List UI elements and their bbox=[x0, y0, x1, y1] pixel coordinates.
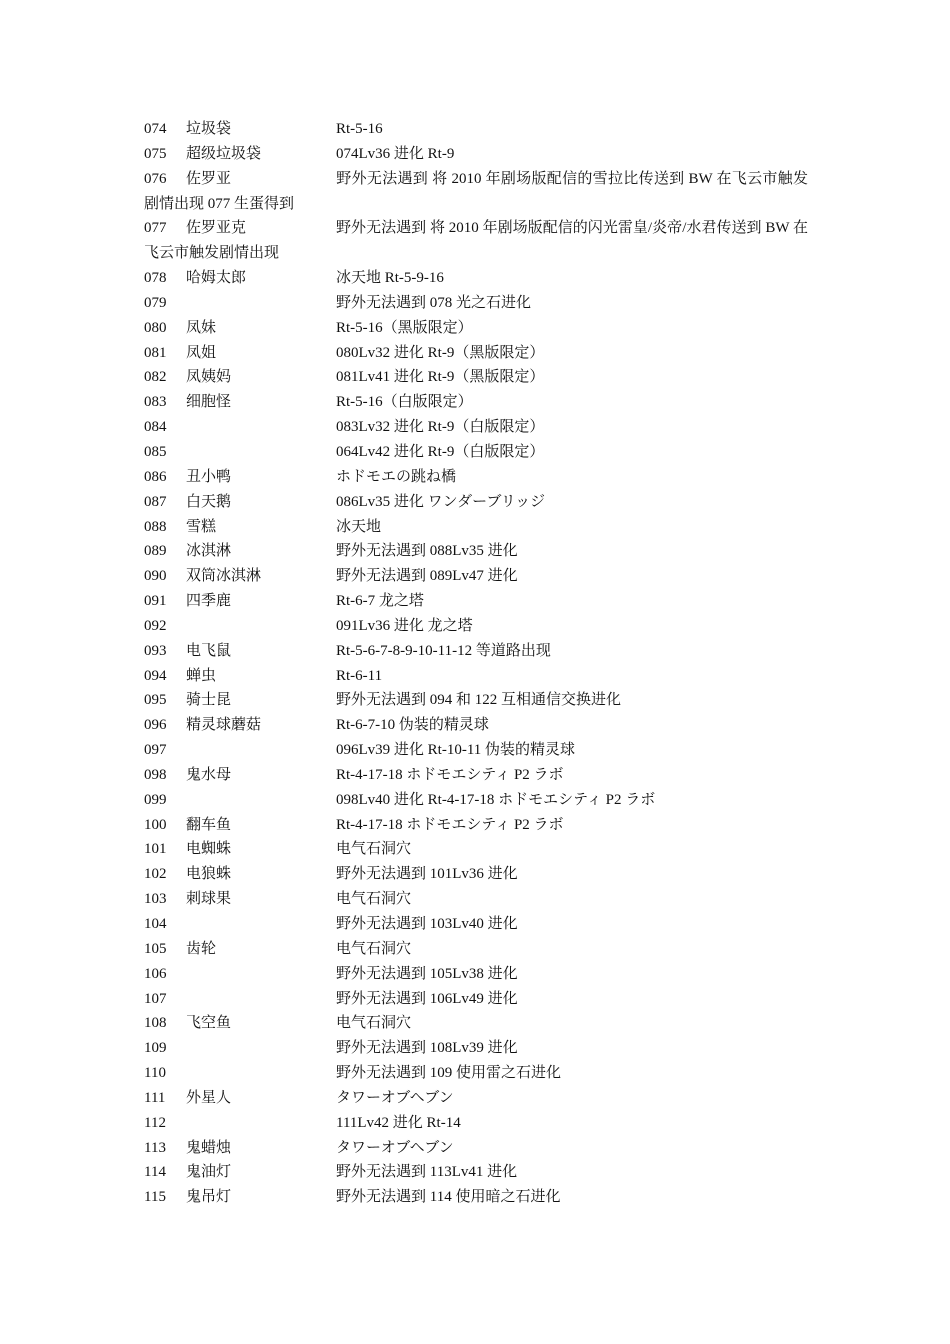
entry-row bbox=[144, 788, 808, 813]
entry-row bbox=[144, 862, 808, 887]
entry-number: 084 bbox=[144, 419, 167, 436]
entry-number: 092 bbox=[144, 617, 167, 634]
entry-row bbox=[144, 837, 808, 862]
entry-row bbox=[144, 987, 808, 1012]
entry-name: 齿轮 bbox=[186, 940, 217, 957]
entry-row bbox=[144, 167, 808, 217]
entry-row bbox=[144, 614, 808, 639]
entry-number: 089 bbox=[144, 543, 167, 560]
entry-name: 细胞怪 bbox=[186, 394, 232, 411]
entry-number: 110 bbox=[144, 1065, 166, 1082]
entry-name: 丑小鸭 bbox=[186, 468, 232, 485]
entry-row bbox=[144, 1136, 808, 1161]
entry-number: 108 bbox=[144, 1015, 167, 1032]
entry-info: 野外无法遇到 089Lv47 进化 bbox=[336, 568, 518, 585]
entry-info: 081Lv41 进化 Rt-9（黑版限定） bbox=[336, 369, 545, 386]
entry-name: 飞空鱼 bbox=[186, 1015, 232, 1032]
entry-number: 115 bbox=[144, 1189, 166, 1206]
entry-info: 064Lv42 进化 Rt-9（白版限定） bbox=[336, 443, 545, 460]
entry-number: 083 bbox=[144, 394, 167, 411]
entry-name: 白天鹅 bbox=[186, 493, 232, 510]
entry-info: 野外无法遇到 113Lv41 进化 bbox=[336, 1164, 518, 1181]
entry-name: 外星人 bbox=[186, 1089, 232, 1106]
entry-row bbox=[144, 1185, 808, 1210]
entry-number: 095 bbox=[144, 692, 167, 709]
entry-info: 096Lv39 进化 Rt-10-11 伪装的精灵球 bbox=[336, 742, 576, 759]
entry-info: 电气石洞穴 bbox=[336, 841, 412, 858]
entry-number: 088 bbox=[144, 518, 167, 535]
entry-row bbox=[144, 440, 808, 465]
entry-info: 野外无法遇到 078 光之石进化 bbox=[336, 294, 532, 311]
entry-info: Rt-5-16 bbox=[336, 121, 383, 137]
entry-info: 野外无法遇到 106Lv49 进化 bbox=[336, 990, 518, 1007]
entry-row bbox=[144, 912, 808, 937]
entry-info: タワーオブヘブン bbox=[336, 1089, 454, 1106]
entry-number: 111 bbox=[144, 1089, 166, 1106]
entry-info: 野外无法遇到 114 使用暗之石进化 bbox=[336, 1189, 561, 1206]
entry-name: 电蜘蛛 bbox=[186, 841, 232, 858]
entry-name: 鬼吊灯 bbox=[186, 1189, 232, 1206]
entry-info: 冰天地 Rt-5-9-16 bbox=[336, 270, 444, 287]
entry-row bbox=[144, 1011, 808, 1036]
entry-row bbox=[144, 1111, 808, 1136]
entry-row bbox=[144, 937, 808, 962]
entry-row bbox=[144, 813, 808, 838]
entry-name: 超级垃圾袋 bbox=[186, 145, 262, 162]
entry-row bbox=[144, 664, 808, 689]
entry-number: 093 bbox=[144, 642, 167, 659]
entry-info: 电气石洞穴 bbox=[336, 891, 412, 908]
entry-row bbox=[144, 142, 808, 167]
entry-row bbox=[144, 341, 808, 366]
entry-info: 野外无法遇到 088Lv35 进化 bbox=[336, 543, 518, 560]
entry-number: 105 bbox=[144, 940, 167, 957]
entry-row bbox=[144, 589, 808, 614]
entry-info: Rt-6-7-10 伪装的精灵球 bbox=[336, 717, 489, 734]
entry-number: 081 bbox=[144, 344, 167, 361]
entry-name: 哈姆太郎 bbox=[186, 270, 247, 287]
entry-name: 刺球果 bbox=[186, 891, 232, 908]
entry-info: 098Lv40 进化 Rt-4-17-18 ホドモエシティ P2 ラボ bbox=[336, 791, 656, 808]
entry-number: 085 bbox=[144, 443, 167, 460]
entry-number: 075 bbox=[144, 145, 167, 162]
entry-number: 107 bbox=[144, 990, 167, 1007]
entry-number: 090 bbox=[144, 568, 167, 585]
entry-info: 电气石洞穴 bbox=[336, 1015, 412, 1032]
entry-info: 083Lv32 进化 Rt-9（白版限定） bbox=[336, 419, 545, 436]
entry-number: 076 bbox=[144, 170, 167, 187]
entry-row bbox=[144, 490, 808, 515]
entry-number: 099 bbox=[144, 791, 167, 808]
entry-row bbox=[144, 1036, 808, 1061]
entry-number: 104 bbox=[144, 916, 167, 932]
entry-info: 电气石洞穴 bbox=[336, 940, 412, 957]
entry-row bbox=[144, 763, 808, 788]
entry-row bbox=[144, 713, 808, 738]
entry-number: 096 bbox=[144, 717, 167, 734]
entry-info: 091Lv36 进化 龙之塔 bbox=[336, 617, 473, 634]
entry-row bbox=[144, 962, 808, 987]
entry-info: Rt-6-11 bbox=[336, 667, 383, 684]
entry-number: 077 bbox=[144, 220, 167, 237]
entry-info: 野外无法遇到 101Lv36 进化 bbox=[336, 866, 518, 883]
entry-row bbox=[144, 1086, 808, 1111]
entry-row bbox=[144, 1061, 808, 1086]
entry-row bbox=[144, 639, 808, 664]
entry-info: Rt-5-16（白版限定） bbox=[336, 394, 473, 411]
entry-name: 佐罗亚 bbox=[186, 170, 232, 187]
entry-info: 野外无法遇到 103Lv40 进化 bbox=[336, 916, 518, 932]
entry-row bbox=[144, 738, 808, 763]
entry-info: 111Lv42 进化 Rt-14 bbox=[336, 1114, 461, 1131]
entry-name: 鬼水母 bbox=[186, 766, 232, 783]
entry-number: 106 bbox=[144, 965, 167, 982]
entry-row bbox=[144, 465, 808, 490]
entry-info: Rt-6-7 龙之塔 bbox=[336, 593, 424, 610]
entry-row bbox=[144, 117, 808, 142]
entry-row bbox=[144, 390, 808, 415]
entry-row bbox=[144, 564, 808, 589]
entry-info: 086Lv35 进化 ワンダーブリッジ bbox=[336, 493, 546, 510]
entry-name: 鬼蜡烛 bbox=[186, 1139, 232, 1156]
entry-info: 074Lv36 进化 Rt-9 bbox=[336, 145, 455, 162]
entry-name: 鬼油灯 bbox=[186, 1164, 232, 1181]
entry-number: 112 bbox=[144, 1114, 166, 1131]
entry-row bbox=[144, 539, 808, 564]
entry-number: 114 bbox=[144, 1164, 166, 1181]
entry-info: 野外无法遇到 105Lv38 进化 bbox=[336, 965, 518, 982]
document-page bbox=[144, 117, 808, 1210]
entry-info: 野外无法遇到 108Lv39 进化 bbox=[336, 1040, 518, 1057]
entry-row bbox=[144, 316, 808, 341]
entry-row bbox=[144, 266, 808, 291]
entry-name: 冰淇淋 bbox=[186, 543, 232, 560]
entry-number: 086 bbox=[144, 468, 167, 485]
entry-info: 080Lv32 进化 Rt-9（黑版限定） bbox=[336, 344, 545, 361]
entry-number: 101 bbox=[144, 841, 167, 858]
entry-info: 野外无法遇到 将 2010 年剧场版配信的雪拉比传送到 BW 在飞云市触发剧情出现 077 生蛋得到 bbox=[144, 170, 808, 212]
entry-name: 电狼蛛 bbox=[186, 866, 232, 883]
entry-name: 翻车鱼 bbox=[186, 816, 232, 833]
entry-info: Rt-4-17-18 ホドモエシティ P2 ラボ bbox=[336, 816, 564, 833]
entry-number: 109 bbox=[144, 1040, 167, 1057]
entry-name: 雪糕 bbox=[186, 518, 217, 535]
entry-number: 074 bbox=[144, 121, 167, 137]
entry-number: 094 bbox=[144, 667, 167, 684]
entry-row bbox=[144, 1160, 808, 1185]
entry-row bbox=[144, 291, 808, 316]
entry-name: 双筒冰淇淋 bbox=[186, 568, 262, 585]
entry-number: 100 bbox=[144, 816, 167, 833]
entry-info: Rt-5-6-7-8-9-10-11-12 等道路出现 bbox=[336, 642, 551, 659]
entry-name: 凤姨妈 bbox=[186, 369, 232, 386]
entry-info: 冰天地 bbox=[336, 518, 382, 535]
entry-number: 097 bbox=[144, 742, 167, 759]
entry-number: 103 bbox=[144, 891, 167, 908]
entry-info: Rt-5-16（黑版限定） bbox=[336, 319, 473, 336]
entry-info: ホドモエの跳ね橋 bbox=[336, 468, 457, 485]
entry-row bbox=[144, 365, 808, 390]
entry-name: 电飞鼠 bbox=[186, 642, 232, 659]
entry-row bbox=[144, 415, 808, 440]
entry-name: 垃圾袋 bbox=[186, 121, 232, 137]
entry-name: 四季鹿 bbox=[186, 593, 232, 610]
entry-number: 080 bbox=[144, 319, 167, 336]
entry-number: 102 bbox=[144, 866, 167, 883]
entry-number: 098 bbox=[144, 766, 167, 783]
entry-name: 蝉虫 bbox=[186, 667, 217, 684]
entry-row bbox=[144, 515, 808, 540]
entry-info: 野外无法遇到 将 2010 年剧场版配信的闪光雷皇/炎帝/水君传送到 BW 在飞云市触发剧情出现 bbox=[144, 220, 808, 262]
entry-name: 佐罗亚克 bbox=[186, 220, 247, 237]
entry-name: 凤姐 bbox=[186, 344, 217, 361]
entry-info: 野外无法遇到 094 和 122 互相通信交换进化 bbox=[336, 692, 622, 709]
entry-name: 精灵球蘑菇 bbox=[186, 717, 262, 734]
entry-number: 091 bbox=[144, 593, 167, 610]
entry-name: 凤妹 bbox=[186, 319, 217, 336]
entry-number: 082 bbox=[144, 369, 167, 386]
entry-row bbox=[144, 688, 808, 713]
entry-info: 野外无法遇到 109 使用雷之石进化 bbox=[336, 1065, 562, 1082]
entry-number: 078 bbox=[144, 270, 167, 287]
entry-row bbox=[144, 216, 808, 266]
entry-info: Rt-4-17-18 ホドモエシティ P2 ラボ bbox=[336, 766, 564, 783]
entry-number: 113 bbox=[144, 1139, 166, 1156]
entry-row bbox=[144, 887, 808, 912]
entry-number: 079 bbox=[144, 294, 167, 311]
entry-name: 骑士昆 bbox=[186, 692, 232, 709]
entry-info: タワーオブヘブン bbox=[336, 1139, 454, 1156]
entry-number: 087 bbox=[144, 493, 167, 510]
